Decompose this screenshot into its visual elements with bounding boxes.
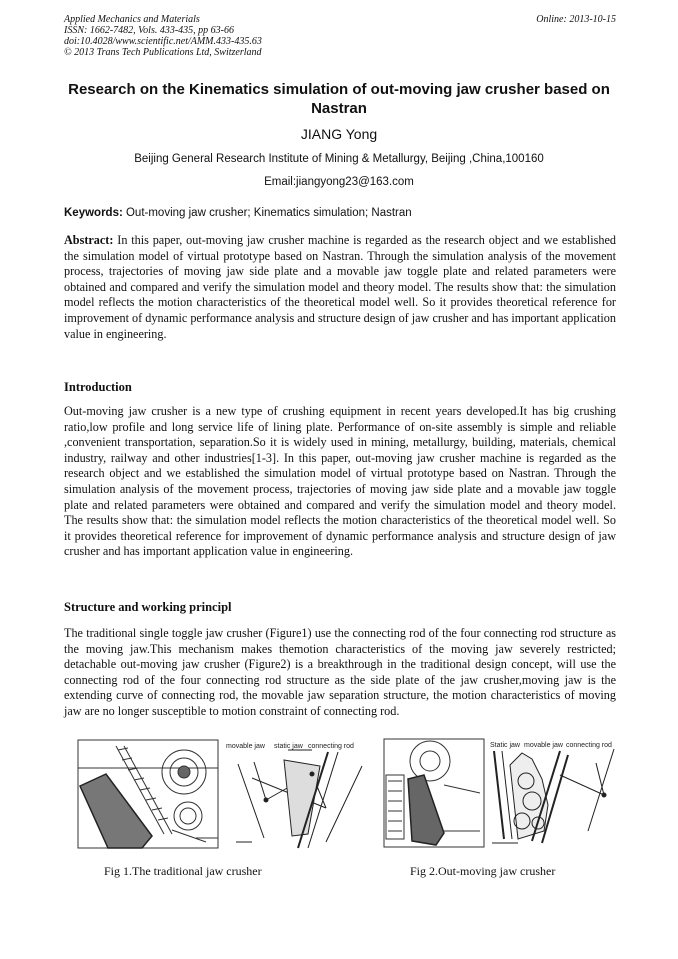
- journal-name: Applied Mechanics and Materials: [64, 14, 200, 25]
- journal-header: [64, 14, 616, 58]
- abstract-text: In this paper, out-moving jaw crusher machine is regarded as the research object and we established the simulation model of virtual prototype based on Nastran. Through the simulation analysis of the movement process, trajectories of moving jaw side plate and a movable jaw toggle plate and related parameters were obtained and compared and verify the simulation model and theory model. The results show that: the simulation model reflects the motion characteristics of the theoretical model well. So it provides theoretical reference for improvement of dynamic performance analysis and structure design of jaw crusher and has important application value in engineering.: [64, 233, 616, 341]
- fig2-label-movable-jaw: movable jaw: [524, 742, 563, 749]
- flywheel-2: [410, 741, 450, 781]
- figure2-caption: Fig 2.Out-moving jaw crusher: [410, 864, 556, 878]
- figure1-caption: Fig 1.The traditional jaw crusher: [104, 864, 262, 878]
- abstract-label: Abstract:: [64, 233, 114, 247]
- doi-line: doi:10.4028/www.scientific.net/AMM.433-435.63: [64, 36, 262, 47]
- moving-jaw-shape: [80, 774, 152, 848]
- section-heading-structure: Structure and working principl: [64, 600, 232, 614]
- section-heading-introduction: Introduction: [64, 380, 132, 394]
- fig1-label-connecting-rod: connecting rod: [308, 743, 354, 750]
- paper-title: Research on the Kinematics simulation of out-moving jaw crusher based on Nastran: [68, 81, 610, 117]
- keywords-text: Out-moving jaw crusher; Kinematics simulation; Nastran: [122, 207, 412, 219]
- author: JIANG Yong: [300, 126, 378, 142]
- email: Email:jiangyong23@163.com: [264, 176, 414, 188]
- fig2-label-static-jaw: Static jaw: [490, 742, 520, 749]
- structure-text: The traditional single toggle jaw crusher (Figure1) use the connecting rod of the four connecting rod structure as the moving jaw.This mechanism makes themotion characteristics of the moving jaw severely restricted; detachable out-moving jaw crusher (Figure2) is a breakthrough in the traditional design concept, will use the connecting rod of the four connecting rod structure as the side plate of the jaw crusher,moving jaw is the extending curve of connecting rod, the movable jaw separation structure, the motion characteristics of moving jaw are no longer susceptible to motion constraint of connecting rod.: [64, 626, 616, 718]
- figure2-out-moving-jaw-crusher: [382, 735, 632, 853]
- online-date: Online: 2013-10-15: [536, 14, 616, 25]
- fig1-label-static-jaw: static jaw: [274, 743, 303, 750]
- keywords-label: Keywords:: [64, 207, 123, 219]
- fig1-label-movable-jaw: movable jaw: [226, 743, 265, 750]
- abstract: [64, 233, 616, 342]
- fig2-label-connecting-rod: connecting rod: [566, 742, 612, 749]
- out-moving-jaw-shape: [408, 775, 444, 845]
- keywords: [64, 207, 616, 219]
- copyright-line: © 2013 Trans Tech Publications Ltd, Switzerland: [64, 47, 262, 58]
- figure1-traditional-jaw-crusher: [76, 738, 366, 853]
- issn-line: ISSN: 1662-7482, Vols. 433-435, pp 63-66: [64, 25, 234, 36]
- affiliation: Beijing General Research Institute of Mining & Metallurgy, Beijing ,China,100160: [134, 153, 544, 165]
- introduction-text: Out-moving jaw crusher is a new type of crushing equipment in recent years developed.It has big crushing ratio,low profile and long service life of lining plate. Performance of on-site assembly is simple and reliable ,convenient transportation, separation.So it is widely used in mining, metallurgy, building, materials, chemical industry, railway and other industries[1-3]. In this paper, out-moving jaw crusher machine is regarded as the research object and we established the simulation model of virtual prototype based on Nastran. Through the simulation analysis of the movement process, trajectories of moving jaw side plate and a movable jaw toggle plate and related parameters were obtained and compared and verify the simulation model and theory model. The results show that: the simulation model reflects the motion characteristics of the theoretical model well. So it provides theoretical reference for improvement of dynamic performance analysis and structure design of jaw crusher and has important application value in engineering.: [64, 404, 616, 559]
